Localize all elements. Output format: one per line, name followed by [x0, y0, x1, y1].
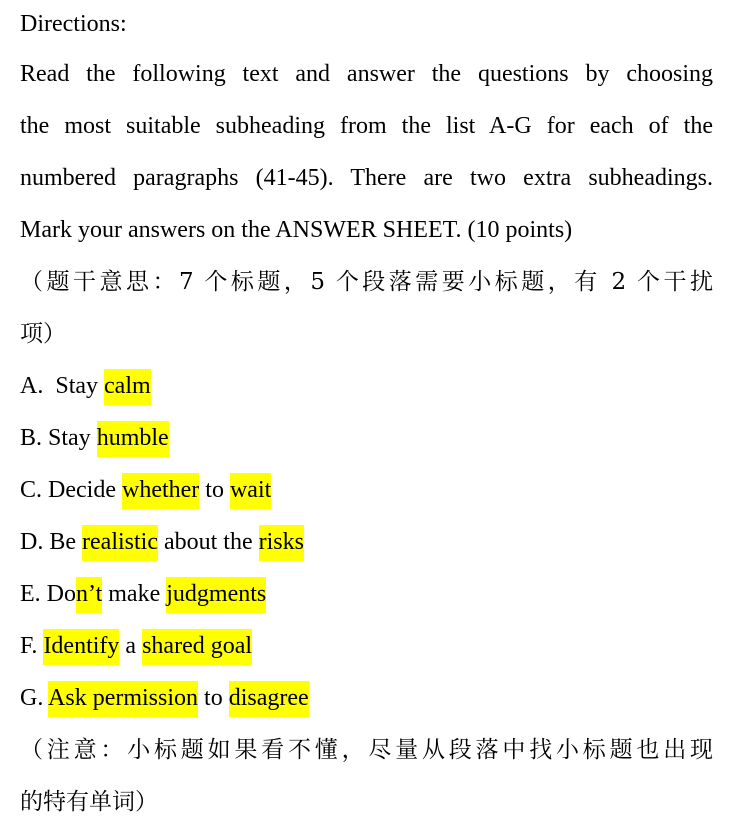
note-2-line-1: （注意：小标题如果看不懂，尽量从段落中找小标题也出现	[20, 737, 713, 763]
option-text: make	[102, 581, 167, 607]
highlighted-keyword: whether	[122, 473, 199, 509]
subheading-option-e	[20, 568, 713, 620]
highlighted-keyword: shared goal	[142, 629, 252, 665]
subheading-option-g	[20, 672, 713, 724]
subheading-option-b	[20, 412, 713, 464]
option-text: Do	[46, 581, 77, 607]
highlighted-keyword: risks	[259, 525, 304, 561]
option-letter: F.	[20, 633, 38, 659]
highlighted-keyword: Identify	[43, 629, 119, 665]
highlighted-keyword: realistic	[82, 525, 158, 561]
subheading-option-f	[20, 620, 713, 672]
highlighted-keyword: calm	[104, 369, 151, 405]
highlighted-keyword: Ask permission	[48, 681, 198, 717]
instruction-line-3: numbered paragraphs (41-45). There are two extra subheadings.	[20, 165, 713, 191]
subheading-option-d	[20, 516, 713, 568]
option-text: Decide	[48, 477, 122, 503]
instruction-line-1: Read the following text and answer the questions by choosing	[20, 61, 713, 87]
note-1-line-2: 项）	[20, 321, 66, 347]
subheading-options	[20, 360, 713, 724]
option-letter: G.	[20, 685, 44, 711]
option-letter: A.	[20, 373, 44, 399]
document-body	[20, 0, 713, 828]
highlighted-keyword: wait	[230, 473, 271, 509]
option-letter: C.	[20, 477, 43, 503]
note-2-line-2: 的特有单词）	[20, 789, 158, 815]
option-text: to	[199, 477, 230, 503]
option-text: a	[119, 633, 143, 659]
subheading-option-a	[20, 360, 713, 412]
option-text: Be	[49, 529, 83, 555]
option-text: Stay	[49, 373, 105, 399]
option-text: about the	[157, 529, 259, 555]
option-text: to	[198, 685, 229, 711]
option-letter: D.	[20, 529, 44, 555]
option-letter: E.	[20, 581, 41, 607]
highlighted-keyword: humble	[97, 421, 169, 457]
instruction-line-2: the most suitable subheading from the list A-G for each of the	[20, 113, 713, 139]
directions-label: Directions:	[20, 11, 127, 37]
note-1-line-1: （题干意思：7 个标题，5 个段落需要小标题，有 2 个干扰	[20, 269, 713, 295]
highlighted-keyword: n’t	[76, 577, 102, 613]
highlighted-keyword: disagree	[229, 681, 309, 717]
highlighted-keyword: judgments	[166, 577, 266, 613]
option-letter: B.	[20, 425, 43, 451]
option-text: Stay	[48, 425, 97, 451]
subheading-option-c	[20, 464, 713, 516]
instruction-line-4: Mark your answers on the ANSWER SHEET. (10 points)	[20, 217, 573, 243]
